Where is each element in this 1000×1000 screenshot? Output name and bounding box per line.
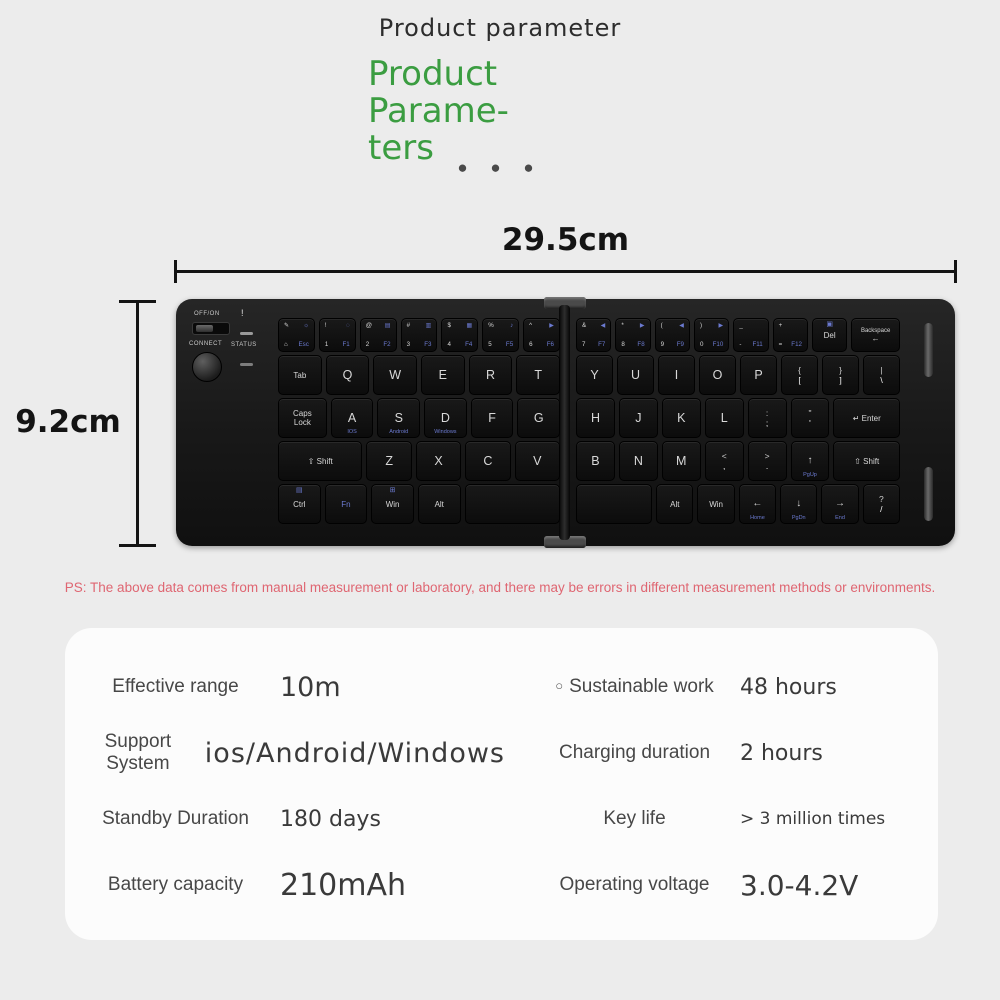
bluetooth-icon: ! <box>241 308 244 318</box>
spec-row <box>65 654 938 720</box>
connect-button <box>192 352 222 382</box>
width-dimension-label: 29.5cm <box>501 222 630 258</box>
key-n: N <box>619 441 658 481</box>
key-space-right <box>576 484 652 524</box>
key-arrow-left: ← Home <box>739 484 776 524</box>
key-0: ) 0 ▶ F10 <box>694 318 729 352</box>
fold-seam <box>559 305 570 540</box>
key-s: S Android <box>377 398 420 438</box>
key-h: H <box>576 398 615 438</box>
circle-icon: ○ <box>555 678 564 693</box>
key-row <box>576 318 900 352</box>
key-6: ^ 6 ▶ F6 <box>523 318 560 352</box>
power-switch <box>192 322 230 335</box>
key-ctrl: ▤ Ctrl <box>278 484 321 524</box>
key-g: G <box>517 398 560 438</box>
spec-label-key-life: Key life <box>603 808 666 829</box>
key-z: Z <box>366 441 411 481</box>
key-e: E <box>421 355 465 395</box>
spec-cell-standby-duration <box>65 807 505 832</box>
spec-label-standby-duration: Standby Duration <box>102 808 249 829</box>
key-d: D Windows <box>424 398 467 438</box>
key-enter: ↵ Enter <box>833 398 900 438</box>
key-fn: Fn <box>325 484 368 524</box>
key-t: T <box>516 355 560 395</box>
key-p: P <box>740 355 777 395</box>
key-win-left: ⊞ Win <box>371 484 414 524</box>
side-slot-top <box>924 323 933 377</box>
key-b: B <box>576 441 615 481</box>
key-del: ▣ Del <box>812 318 847 352</box>
key-slash: ? / <box>863 484 900 524</box>
key-i: I <box>658 355 695 395</box>
key-backslash: | \ <box>863 355 900 395</box>
spec-value-charging-duration: 2 hours <box>740 740 823 766</box>
key-shift-right: ⇧ Shift <box>833 441 900 481</box>
keyboard-right-half <box>576 318 900 524</box>
key-row <box>278 355 560 395</box>
subtitle-line2: ters <box>368 128 434 168</box>
key-row <box>576 441 900 481</box>
key-win-right: Win <box>697 484 734 524</box>
spec-cell-effective-range <box>65 672 505 703</box>
key-alt-left: Alt <box>418 484 461 524</box>
key-arrow-right: → End <box>821 484 858 524</box>
key-w: W <box>373 355 417 395</box>
measurement-disclaimer: PS: The above data comes from manual measurement or laboratory, and there may be errors in different measurement methods or environments. <box>64 580 936 595</box>
key-k: K <box>662 398 701 438</box>
key-j: J <box>619 398 658 438</box>
spec-row <box>65 720 938 786</box>
key-y: Y <box>576 355 613 395</box>
spec-value-operating-voltage: 3.0-4.2V <box>740 868 859 902</box>
key-l: L <box>705 398 744 438</box>
spec-value-key-life: > 3 million times <box>740 809 886 829</box>
status-led-1 <box>240 332 253 335</box>
key-tab: Tab <box>278 355 322 395</box>
side-slot-bottom <box>924 467 933 521</box>
key-quote: " ' <box>791 398 830 438</box>
key-r: R <box>469 355 513 395</box>
connect-label: CONNECT <box>189 341 223 347</box>
key-row <box>278 318 560 352</box>
key-row <box>278 398 560 438</box>
status-led-2 <box>240 363 253 366</box>
key-shift-left: ⇧ Shift <box>278 441 362 481</box>
key-row <box>278 441 560 481</box>
subtitle-line1: Product Parame- <box>368 54 509 131</box>
spec-row <box>65 786 938 852</box>
key-o: O <box>699 355 736 395</box>
key-row <box>576 484 900 524</box>
key-equals: + = F12 <box>773 318 808 352</box>
spec-label-operating-voltage: Operating voltage <box>559 874 710 895</box>
keyboard-left-half <box>278 318 560 524</box>
spec-value-effective-range: 10m <box>280 671 341 703</box>
key-esc: ✎ ⌂ ☼ Esc <box>278 318 315 352</box>
spec-value-standby-duration: 180 days <box>280 806 381 832</box>
key-bracket-left: { [ <box>781 355 818 395</box>
height-dimension-label: 9.2cm <box>15 404 121 440</box>
key-semicolon: : ; <box>748 398 787 438</box>
key-7: & 7 ◀ F7 <box>576 318 611 352</box>
key-m: M <box>662 441 701 481</box>
spec-label-effective-range: Effective range <box>112 676 239 697</box>
key-minus: _ - F11 <box>733 318 768 352</box>
key-caps-lock: Caps Lock <box>278 398 327 438</box>
key-row <box>576 398 900 438</box>
key-q: Q <box>326 355 370 395</box>
key-arrow-up: ↑ PgUp <box>791 441 830 481</box>
key-period: > . <box>748 441 787 481</box>
key-u: U <box>617 355 654 395</box>
spec-cell-key-life <box>537 808 937 830</box>
key-9: ( 9 ◀ F9 <box>655 318 690 352</box>
spec-card <box>65 628 938 940</box>
key-3: # 3 ▥ F3 <box>401 318 438 352</box>
spec-cell-charging-duration <box>537 741 937 766</box>
key-row <box>278 484 560 524</box>
spec-label-support-system: Support System <box>104 731 172 774</box>
keyboard-image <box>176 299 955 546</box>
status-label: STATUS <box>231 342 257 348</box>
key-backspace: Backspace ← <box>851 318 900 352</box>
key-arrow-down: ↓ PgDn <box>780 484 817 524</box>
key-row <box>576 355 900 395</box>
spec-value-battery-capacity: 210mAh <box>280 867 407 903</box>
key-alt-right: Alt <box>656 484 693 524</box>
key-bracket-right: } ] <box>822 355 859 395</box>
key-1: ! 1 ◌ F1 <box>319 318 356 352</box>
key-v: V <box>515 441 560 481</box>
spec-label-battery-capacity: Battery capacity <box>107 874 244 895</box>
spec-label-sustainable-work: ○ Sustainable work <box>555 676 714 697</box>
key-2: @ 2 ▤ F2 <box>360 318 397 352</box>
spec-value-support-system: ios/Android/Windows <box>204 737 505 769</box>
spec-row <box>65 852 938 918</box>
page-subtitle <box>368 56 648 167</box>
height-dimension-line <box>136 300 139 547</box>
key-x: X <box>416 441 461 481</box>
spec-label-charging-duration: Charging duration <box>558 742 711 763</box>
spec-value-sustainable-work: 48 hours <box>740 674 837 700</box>
key-a: A IOS <box>331 398 374 438</box>
key-comma: < , <box>705 441 744 481</box>
key-8: * 8 ▶ F8 <box>615 318 650 352</box>
key-f: F <box>471 398 514 438</box>
key-c: C <box>465 441 510 481</box>
power-switch-label: OFF/ON <box>194 311 220 317</box>
spec-cell-support-system <box>65 731 505 775</box>
key-space-left <box>465 484 560 524</box>
key-5: % 5 ♪ F5 <box>482 318 519 352</box>
spec-cell-sustainable-work <box>537 675 937 700</box>
key-4: $ 4 ▦ F4 <box>441 318 478 352</box>
spec-cell-operating-voltage <box>537 869 937 902</box>
page-title: Product parameter <box>378 14 622 42</box>
ellipsis-dots: ● ● ● <box>457 158 543 177</box>
width-dimension-line <box>174 270 957 273</box>
spec-cell-battery-capacity <box>65 868 505 903</box>
